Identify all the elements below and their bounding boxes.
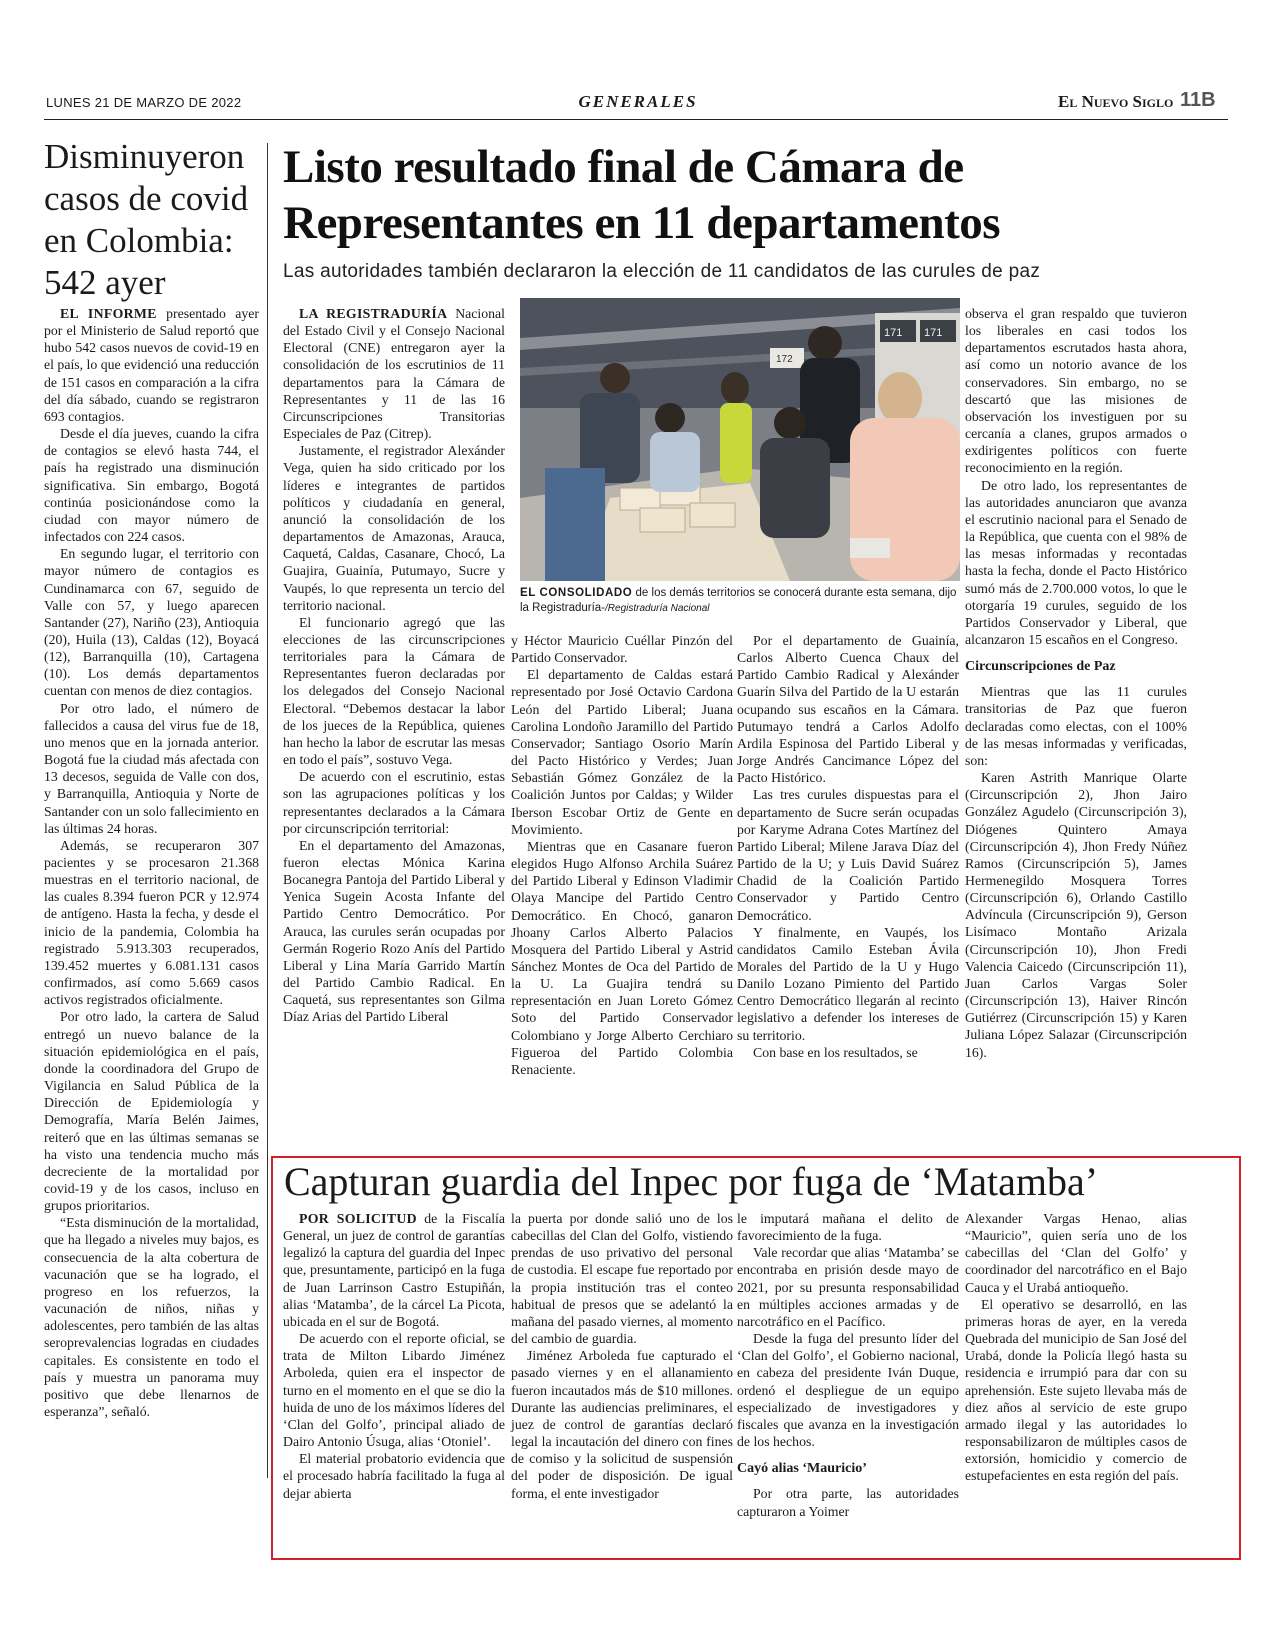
boxed-lead: POR SOLICITUD [299, 1211, 417, 1226]
main-paragraph: Con base en los resultados, se [753, 1044, 918, 1060]
main-paragraph: Karen Astrith Manrique Olarte (Circunscripción 2), Jhon Jairo González Agudelo (Circunscripción 3), Diógenes Quintero Amaya (Circunscripción 4), Jhon Fredy Núñez Ramos (Circunscripción 5), James Hermenegildo Mosquera Torres (Circunscripción 6), Orlando Castillo Advíncula (Circunscripción 9), Gerson Lisímaco Montaño Arizala (Circunscripción 10), Jhon Fredi Valencia Caicedo (Circunscripción 11), Juan Carlos Vargas Soler (Circunscripción 13), Haiver Rincón Gutiérrez (Circunscripción 15) y Karen Juliana López Salazar (Circunscripción 16). [965, 770, 1187, 1060]
boxed-paragraph: Alexander Vargas Henao, alias “Mauricio”, quien sería uno de los cabecillas del ‘Clan del Golfo’ y coordinador del narcotráfico en el Bajo Cauca y el Urabá antioqueño. [965, 1211, 1187, 1295]
main-headline: Listo resultado final de Cámara de Representantes en 11 departamentos [283, 141, 1001, 249]
section-name: GENERALES [578, 92, 698, 111]
caption-lead: EL CONSOLIDADO [520, 587, 633, 599]
boxed-column-2 [511, 1210, 733, 1502]
main-paragraph: LA REGISTRADURÍA Nacional del Estado Civil y el Consejo Nacional Electoral (CNE) entregaron ayer la consolidación de los escrutinios de 11 departamentos para la Cámara de Representantes y 11 de las 16 Circunscripciones Transitorias Especiales de Paz (Citrep). [283, 306, 506, 442]
boxed-headline: Capturan guardia del Inpec por fuga de ‘Matamba’ [284, 1159, 1099, 1204]
sidebar-lead: EL INFORME [60, 306, 157, 321]
boxed-paragraph: Vale recordar que alias ‘Matamba’ se encontraba en prisión desde mayo de 2021, por su presunta responsabilidad en múltiples acciones armadas y de narcotráfico en el Pacífico. [737, 1245, 959, 1329]
main-paragraph: En el departamento del Amazonas, fueron electas Mónica Karina Bocanegra Pantoja del Partido Liberal y Yenica Sugein Acosta Infante del Partido Centro Democrático. Por Arauca, las curules serán ocupadas por Germán Rogerio Rozo Anís del Partido Liberal y Lina María Garrido Martín del Partido Cambio Radical. En Caquetá, sus representantes son Gilma Díaz Arias del Partido Liberal [283, 837, 505, 1025]
sidebar-paragraph: EL INFORME presentado ayer por el Ministerio de Salud reportó que hubo 542 casos nuevos de covid-19 en el país, lo que evidenció una reducción de 151 casos en comparación a la cifra del día sábado, cuando se registraron 693 contagios. [44, 306, 259, 424]
sidebar-article-body [44, 305, 259, 1420]
section-subhead: Cayó alias ‘Mauricio’ [737, 1461, 867, 1477]
main-paragraph: De otro lado, los representantes de las autoridades anunciaron que avanza el escrutinio nacional para el Senado de la República, que cuenta con el 98% de las mesas informadas y recontadas hasta la fecha, donde el Pacto Histórico sumó más de 2.700.000 votos, lo que le otorgaría 19 curules, seguido de los Partidos Conservador y Liberal, que alcanzaron 15 escaños en el Congreso. [965, 477, 1187, 647]
main-paragraph: Justamente, el registrador Alexánder Vega, quien ha sido criticado por los líderes e integrantes de partidos políticos y ciudadanía en general, anunció la consolidación de los departamentos de Amazonas, Arauca, Caquetá, Caldas, Casanare, Chocó, La Guajira, Guainía, Putumayo, Sucre y Vaupés, lo que representa un tercio del territorio nacional. [283, 443, 505, 613]
main-subheadline: Las autoridades también declararon la elección de 11 candidatos de las curules de paz [283, 261, 1041, 282]
issue-date: LUNES 21 DE MARZO DE 2022 [46, 95, 242, 110]
main-lead: LA REGISTRADURÍA [299, 306, 448, 321]
boxed-paragraph: le imputará mañana el delito de favorecimiento de la fuga. [737, 1211, 959, 1244]
main-paragraph: observa el gran respaldo que tuvieron los liberales en casi todos los departamentos escrutados hasta ahora, así como un notorio avance de los conservadores. Sin embargo, no se descartó que las misiones de observación los investiguen por su cercanía a clanes, grupos armados o exdirigentes políticos con fuerte reconocimiento en la región. [965, 306, 1187, 476]
boxed-paragraph: Desde la fuga del presunto líder del ‘Clan del Golfo’, el Gobierno nacional, en cabeza del presidente Iván Duque, ordenó el despliegue de un equipo especializado de investigadores y fiscales que avanza en la investigación de los hechos. [737, 1331, 959, 1450]
boxed-paragraph: la puerta por donde salió uno de los cabecillas del Clan del Golfo, vistiendo prendas de uso privativo del personal de custodia. El escape fue reportado por la propia institución tras el conteo habitual de presos que se adelantó la mañana del pasado viernes, al momento del cambio de guardia. [511, 1211, 733, 1347]
boxed-paragraph: Por otra parte, las autoridades capturaron a Yoimer [737, 1486, 959, 1519]
boxed-column-3 [737, 1210, 959, 1520]
booth-label: 172 [776, 354, 793, 365]
boxed-column-1 [283, 1210, 505, 1502]
booth-label: 171 [884, 327, 903, 339]
main-column-4 [965, 305, 1187, 1061]
column-divider [267, 143, 268, 1478]
main-paragraph: y Héctor Mauricio Cuéllar Pinzón del Partido Conservador. [511, 633, 733, 666]
main-paragraph: De acuerdo con el escrutinio, estas son las agrupaciones políticas y los representantes declarados a la Cámara por circunscripción territorial: [283, 769, 505, 836]
sidebar-paragraph: Por otro lado, la cartera de Salud entregó un nuevo balance de la situación epidemiológica en el país, donde la coordinadora del Grupo de Vigilancia en Salud Pública de la Dirección de Epidemiología y Demografía, María Belén Jaimes, reiteró que en las últimas semanas se ha visto una tendencia mucho más decreciente de la mortalidad por covid-19 y de los casos, incluso en grupos prioritarios. [44, 1009, 259, 1214]
boxed-paragraph: POR SOLICITUD de la Fiscalía General, un juez de control de garantías legalizó la captura del guardia del Inpec que, presuntamente, participó en la fuga de Juan Larrinson Castro Estupiñán, alias ‘Matamba’, de la cárcel La Picota, ubicada en el sur de Bogotá. [283, 1211, 505, 1329]
main-paragraph: Mientras que en Casanare fueron elegidos Hugo Alfonso Archila Suárez del Partido Liberal y Edinson Vladimir Olaya Mancipe del Partido Centro Democrático. En Chocó, ganaron Jhoany Carlos Alberto Palacios Mosquera del Partido Liberal y Astrid Sánchez Montes de Oca del Partido de la U. La Guajira tendrá su representación en Juan Loreto Gómez Soto del Partido Conservador Colombiano y Jorge Alberto Cerchiaro Figueroa del Partido Colombia Renaciente. [511, 838, 733, 1077]
booth-label: 171 [924, 327, 943, 339]
main-paragraph: El funcionario agregó que las elecciones de las circunscripciones territoriales para la Cámara de Representantes fueron declaradas por los delegados del Consejo Nacional Electoral. “Debemos destacar la labor de los jueces de la República, quienes han hecho la labor de escrutar las mesas en todo el país”, sostuvo Vega. [283, 614, 505, 768]
photo-illustration [520, 298, 960, 581]
caption-text: de los demás territorios se conocerá durante esta semana, dijo la Registraduría- [520, 587, 957, 614]
main-paragraph: Mientras que las 11 curules transitorias de Paz que fueron declaradas como electas, con el 100% de las mesas informadas y verificadas, son: [965, 684, 1187, 768]
sidebar-paragraph: Por otro lado, el número de fallecidos a causa del virus fue de 18, uno menos que en la jornada anterior. Bogotá fue la ciudad más afectada con 13 decesos, seguida de Valle con dos, y Barranquilla, Antioquia y Norte de Santander con un solo fallecimiento en las últimas 24 horas. [44, 700, 259, 836]
main-column-1 [283, 305, 505, 1026]
sidebar-paragraph: Desde el día jueves, cuando la cifra de contagios se elevó hasta 744, el país ha registrado una disminución significativa. Sin embargo, Bogotá continúa posicionándose como la ciudad con mayor número de infectados con 224 casos. [44, 426, 259, 545]
boxed-paragraph: El material probatorio evidencia que el procesado habría facilitado la fuga al dejar abierta [283, 1451, 505, 1501]
sidebar-paragraph: “Esta disminución de la mortalidad, que ha llegado a niveles muy bajos, es consecuencia de la alta cobertura de vacunación que se ha logrado, el progreso en los refuerzos, la vacunación de niños, niñas y adolescentes, pero también de las altas seroprevalencias logradas en ciudades capitales. Es consistente en todo el país y muestra un panorama muy positivo que debe llenarnos de esperanza”, señaló. [44, 1215, 259, 1419]
sidebar-paragraph: En segundo lugar, el territorio con mayor número de contagios es Cundinamarca con 67, seguido de Valle con 57, y luego aparecen Santander (27), Nariño (23), Antioquia (20), Huila (13), Caldas (12), Boyacá (12), Barranquilla (10), Cartagena (10). Los demás departamentos cuentan con menos de diez contagios. [44, 546, 259, 699]
header-rule [44, 119, 1228, 120]
publication-name: El Nuevo Siglo [1058, 92, 1174, 111]
boxed-paragraph: El operativo se desarrolló, en las primeras horas de ayer, en la vereda Quebrada del municipio de San José del Urabá, donde la Policía llegó hasta su residencia e irrumpió para dar con su aprehensión. Este sujeto llevaba más de diez años al servicio de este grupo armado ilegal y las autoridades lo responsabilizaron de múltiples casos de extorsión, homicidio y comercio de estupefacientes en esta región del país. [965, 1296, 1187, 1484]
main-paragraph: El departamento de Caldas estará representado por José Octavio Cardona León del Partido Liberal; Juana Carolina Londoño Jaramillo del Partido Conservador; Santiago Osorio Marín del Pacto Histórico y Verdes; Juan Sebastián Gómez González de la Coalición Juntos por Caldas; y Wilder Iberson Escobar Ortiz de Gente en Movimiento. [511, 667, 733, 837]
photo-credit: /Registraduría Nacional [605, 603, 710, 614]
main-paragraph: Las tres curules dispuestas para el departamento de Sucre serán ocupadas por Karyme Adrana Cotes Martínez del Partido Liberal; Milene Jarava Díaz del Partido de la U; y Luis David Suárez Chadid de la Coalición Partido Conservador y Partido Centro Democrático. [737, 787, 959, 923]
page-number: 11B [1180, 89, 1216, 111]
main-paragraph: Y finalmente, en Vaupés, los candidatos Camilo Esteban Ávila Morales del Partido de la U y Hugo Danilo Lozano Pimiento del Partido Centro Democrático llegarán al recinto legislativo a defender los intereses de su territorio. [737, 924, 959, 1043]
photo-caption [520, 586, 960, 616]
boxed-paragraph: De acuerdo con el reporte oficial, se trata de Milton Libardo Jiménez Arboleda, quien era el inspector de turno en el momento en el que se dio la huida de uno de los máximos líderes del ‘Clan del Golfo’, principal aliado de Dairo Antonio Úsuga, alias ‘Otoniel’. [283, 1331, 505, 1450]
sidebar-headline: Disminuyeron casos de covid en Colombia: 542 ayer [44, 137, 249, 302]
main-column-3 [737, 632, 959, 1061]
boxed-column-4 [965, 1210, 1187, 1485]
main-column-2 [511, 632, 733, 1078]
news-photo [520, 298, 960, 581]
sidebar-paragraph: Además, se recuperaron 307 pacientes y se procesaron 21.368 muestras en el territorio nacional, de las cuales 8.394 fueron PCR y 12.974 de antígeno. Hasta la fecha, y desde el inicio de la pandemia, Colombia ha registrado 5.913.303 recuperados, 139.452 muertes y 6.081.131 casos confirmados, así como 5.669 casos activos registrados oficialmente. [44, 837, 259, 1008]
boxed-paragraph: Jiménez Arboleda fue capturado el pasado viernes y en el allanamiento fueron incautados más de $10 millones. Durante las audiencias preliminares, el juez de control de garantías declaró legal la incautación del dinero con fines de comiso y la solicitud de suspensión del poder de disposición. De igual forma, el ente investigador [511, 1348, 733, 1501]
main-paragraph: Por el departamento de Guainía, Carlos Alberto Cuenca Chaux del Partido Cambio Radical y Alexánder Guarín Silva del Partido de la U estarán ocupando sus escaños en la Cámara. Putumayo tendrá a Carlos Adolfo Ardila Espinosa del Partido Liberal y Jorge Andrés Cancimance López del Pacto Histórico. [737, 633, 959, 786]
section-subhead: Circunscripciones de Paz [965, 659, 1116, 675]
